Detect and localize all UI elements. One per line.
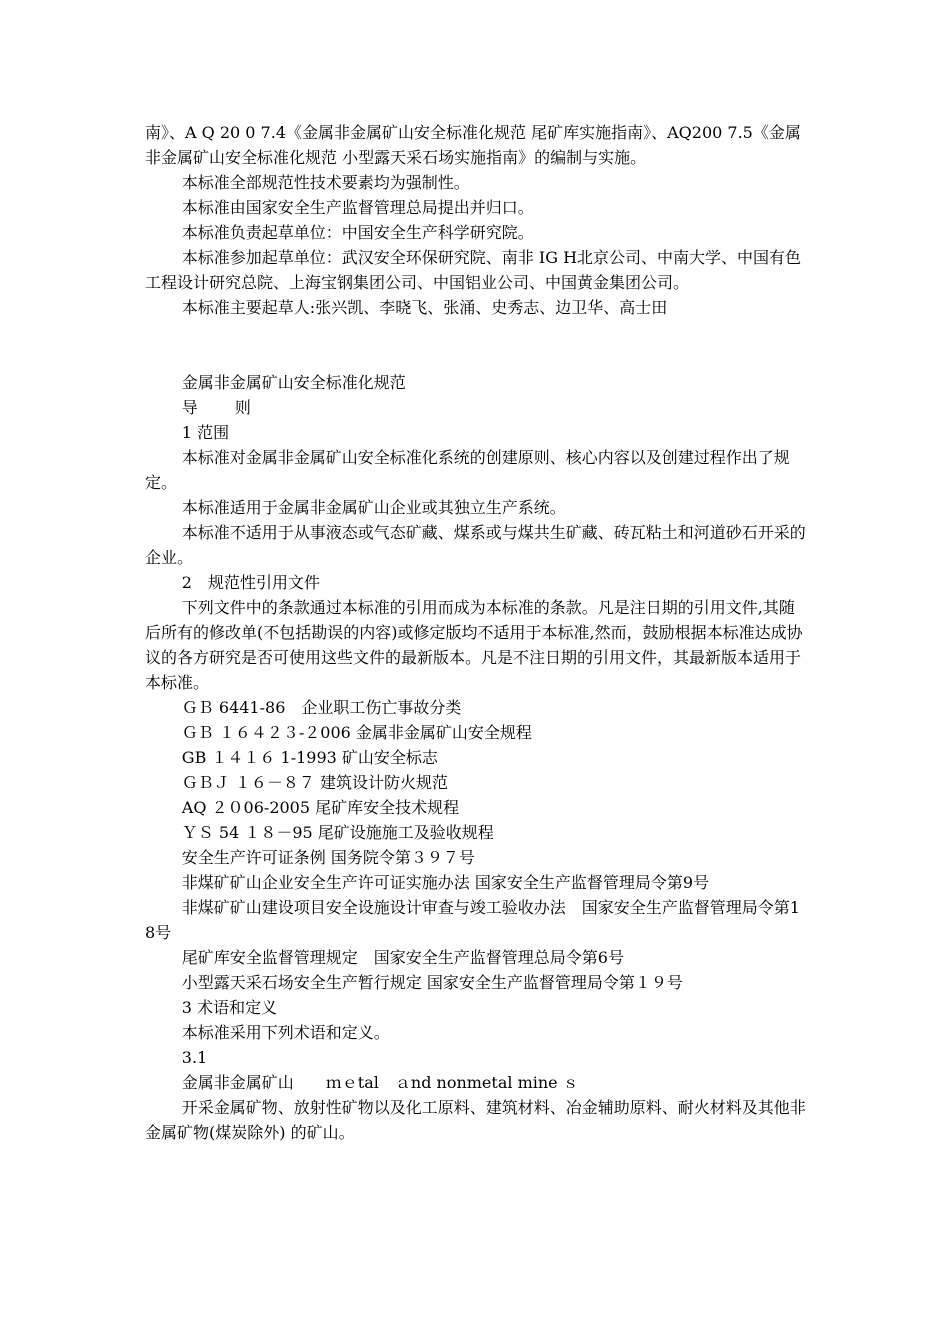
paragraph: 本标准采用下列术语和定义。: [181, 1023, 390, 1042]
paragraph: 本标准参加起草单位：武汉安全环保研究院、南非 IG H北京公司、中南大学、中国有色工程设计研究总院、上海宝钢集团公司、中国铝业公司、中国黄金集团公司。: [145, 248, 802, 292]
reference-item: ＹＳ 54 １８－95 尾矿设施施工及验收规程: [181, 823, 494, 842]
reference-item: ＧＢ 6441-86 企业职工伤亡事故分类: [181, 698, 462, 717]
reference-item: AQ ２０06-2005 尾矿库安全技术规程: [181, 798, 460, 817]
heading-terms: 3 术语和定义: [181, 998, 278, 1017]
paragraph: 下列文件中的条款通过本标准的引用而成为本标准的条款。凡是注日期的引用文件,其随后所有的修改单(不包括勘误的内容)或修定版均不适用于本标准,然而，鼓励根据本标准达成协议的各方研究是否可使用这些文件的最新版本。凡是不注日期的引用文件，其最新版本适用于本标准。: [145, 598, 803, 692]
term-definition: 开采金属矿物、放射性矿物以及化工原料、建筑材料、冶金辅助原料、耐火材料及其他非金属矿物(煤炭除外) 的矿山。: [145, 1098, 806, 1142]
paragraph: 南》、A Q 20 0 7.4《金属非金属矿山安全标准化规范 尾矿库实施指南》、AQ200 7.5《金属非金属矿山安全标准化规范 小型露天采石场实施指南》的编制与实施。: [145, 123, 801, 167]
paragraph: 本标准全部规范性技术要素均为强制性。: [181, 173, 470, 192]
reference-item: 安全生产许可证条例 国务院令第３９７号: [181, 848, 475, 867]
reference-item: 非煤矿矿山企业安全生产许可证实施办法 国家安全生产监督管理局令第9号: [181, 873, 710, 892]
term-name: 金属非金属矿山 ｍｅtal ａnd nonmetal mine ｓ: [181, 1073, 579, 1092]
reference-item: ＧＢ １６４２３-２006 金属非金属矿山安全规程: [181, 723, 532, 742]
reference-item: 小型露天采石场安全生产暂行规定 国家安全生产监督管理局令第１９号: [181, 973, 683, 992]
reference-item: 非煤矿矿山建设项目安全设施设计审查与竣工验收办法 国家安全生产监督管理局令第18号: [145, 898, 800, 942]
paragraph: 本标准由国家安全生产监督管理总局提出并归口。: [181, 198, 534, 217]
reference-item: ＧＢＪ １６－８７ 建筑设计防火规范: [181, 773, 448, 792]
paragraph: 本标准负责起草单位：中国安全生产科学研究院。: [181, 223, 534, 242]
heading-normative-references: 2 规范性引用文件: [181, 573, 320, 592]
paragraph: 本标准适用于金属非金属矿山企业或其独立生产系统。: [181, 498, 566, 517]
paragraph: 本标准主要起草人:张兴凯、李晓飞、张涌、史秀志、边卫华、高士田: [181, 298, 668, 317]
document-page: [145, 120, 810, 1145]
section-subtitle: 导 则: [181, 398, 251, 417]
term-number: 3.1: [181, 1048, 208, 1067]
paragraph: 本标准对金属非金属矿山安全标准化系统的创建原则、核心内容以及创建过程作出了规定。: [145, 448, 790, 492]
section-gap: [145, 320, 810, 370]
section-title: 金属非金属矿山安全标准化规范: [181, 373, 406, 392]
paragraph: 本标准不适用于从事液态或气态矿藏、煤系或与煤共生矿藏、砖瓦粘土和河道砂石开采的企业。: [145, 523, 806, 567]
heading-scope: 1 范围: [181, 423, 230, 442]
reference-item: 尾矿库安全监督管理规定 国家安全生产监督管理总局令第6号: [181, 948, 624, 967]
reference-item: GB １４１６ 1-1993 矿山安全标志: [181, 748, 438, 767]
